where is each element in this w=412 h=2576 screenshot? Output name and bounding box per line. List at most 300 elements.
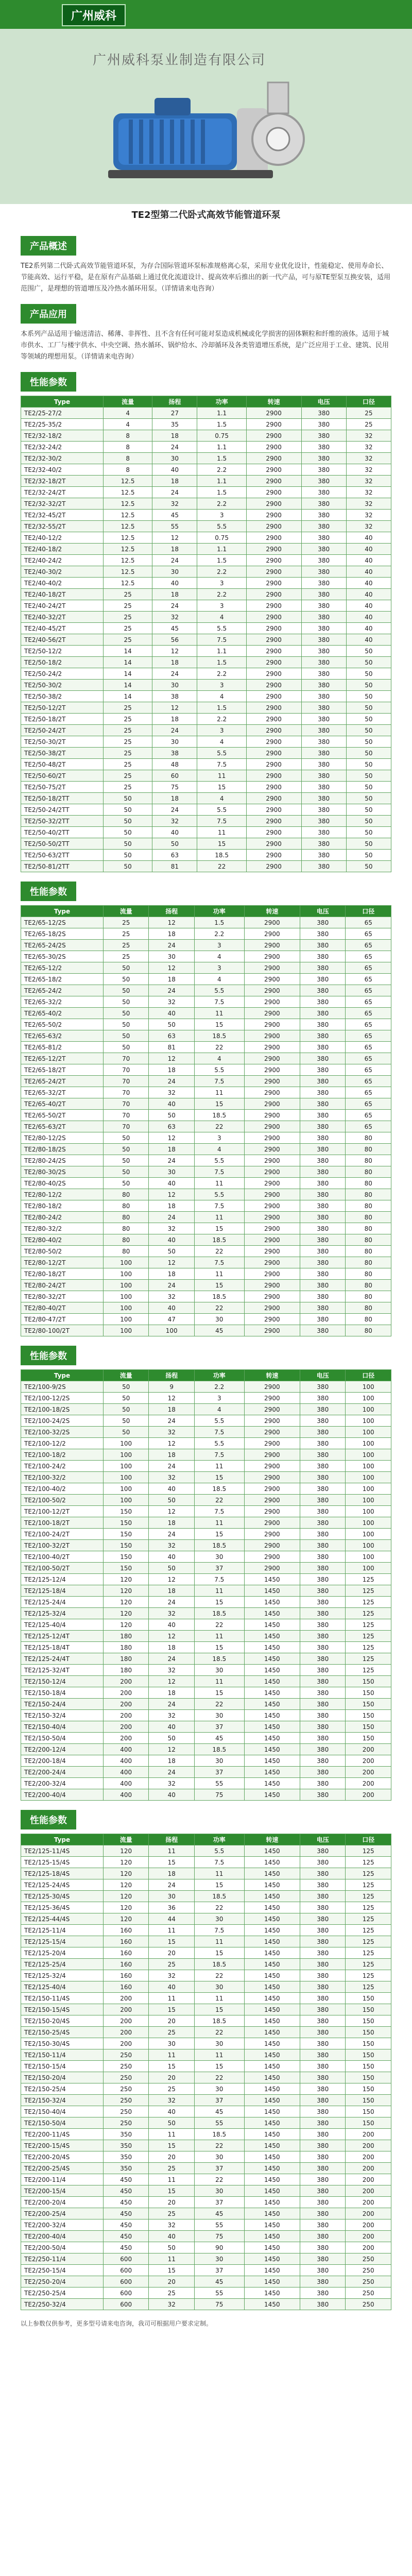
value-cell: 11 xyxy=(194,1585,244,1597)
value-cell: 380 xyxy=(301,487,346,498)
value-cell: 63 xyxy=(152,850,197,861)
value-cell: 2900 xyxy=(244,1268,300,1280)
value-cell: 1450 xyxy=(244,2038,300,2049)
value-cell: 14 xyxy=(104,691,152,702)
value-cell: 1450 xyxy=(244,2185,300,2197)
value-cell: 20 xyxy=(149,2072,194,2083)
value-cell: 2900 xyxy=(246,782,301,793)
model-cell: TE2/50-12/2T xyxy=(21,702,104,714)
model-cell: TE2/100-40/2T xyxy=(21,1551,104,1563)
value-cell: 120 xyxy=(104,1574,149,1585)
value-cell: 380 xyxy=(300,1665,346,1676)
value-cell: 25 xyxy=(104,600,152,612)
value-cell: 2900 xyxy=(244,1098,300,1110)
value-cell: 1450 xyxy=(244,2299,300,2310)
table-row xyxy=(21,1619,391,1631)
value-cell: 15 xyxy=(149,2265,194,2276)
value-cell: 160 xyxy=(104,1936,149,1947)
value-cell: 32 xyxy=(149,1223,194,1234)
value-cell: 81 xyxy=(149,1042,194,1053)
value-cell: 65 xyxy=(346,917,391,928)
value-cell: 25 xyxy=(149,2083,194,2095)
model-cell: TE2/100-12/2T xyxy=(21,1506,104,1517)
value-cell: 380 xyxy=(301,759,346,770)
model-cell: TE2/40-18/2T xyxy=(21,589,104,600)
spec-table-header-row xyxy=(21,396,391,408)
table-row xyxy=(21,1404,391,1415)
value-cell: 2900 xyxy=(246,634,301,646)
value-cell: 380 xyxy=(300,1619,346,1631)
value-cell: 380 xyxy=(300,1212,346,1223)
model-cell: TE2/40-40/2 xyxy=(21,578,104,589)
value-cell: 380 xyxy=(301,464,346,476)
table-row xyxy=(21,1993,391,2004)
model-cell: TE2/80-24/2T xyxy=(21,1280,104,1291)
value-cell: 380 xyxy=(300,2299,346,2310)
model-cell: TE2/65-40/2 xyxy=(21,1008,104,1019)
value-cell: 125 xyxy=(346,1879,391,1891)
table-row xyxy=(21,1291,391,1302)
value-cell: 18 xyxy=(149,974,194,985)
value-cell: 450 xyxy=(104,2208,149,2219)
value-cell: 150 xyxy=(104,1563,149,1574)
table-row xyxy=(21,1495,391,1506)
value-cell: 100 xyxy=(104,1325,149,1336)
model-cell: TE2/65-63/2 xyxy=(21,1030,104,1042)
value-cell: 22 xyxy=(194,2072,244,2083)
value-cell: 65 xyxy=(346,1064,391,1076)
value-cell: 30 xyxy=(152,453,197,464)
value-cell: 160 xyxy=(104,1981,149,1993)
model-cell: TE2/125-40/4 xyxy=(21,1981,104,1993)
value-cell: 32 xyxy=(149,1778,194,1789)
hero-banner xyxy=(0,0,412,227)
value-cell: 2900 xyxy=(244,951,300,962)
value-cell: 1450 xyxy=(244,1879,300,1891)
model-cell: TE2/100-24/2T xyxy=(21,1529,104,1540)
value-cell: 1450 xyxy=(244,2253,300,2265)
value-cell: 200 xyxy=(346,2151,391,2163)
value-cell: 380 xyxy=(300,1947,346,1959)
value-cell: 2.2 xyxy=(197,566,246,578)
value-cell: 12.5 xyxy=(104,487,152,498)
value-cell: 11 xyxy=(194,1461,244,1472)
value-cell: 380 xyxy=(300,1857,346,1868)
table-row xyxy=(21,668,391,680)
value-cell: 50 xyxy=(346,770,391,782)
value-cell: 1450 xyxy=(244,1857,300,1868)
value-cell: 20 xyxy=(149,2276,194,2287)
value-cell: 150 xyxy=(346,1733,391,1744)
value-cell: 25 xyxy=(149,1959,194,1970)
table-row xyxy=(21,600,391,612)
column-header: 功率 xyxy=(194,906,244,917)
value-cell: 18 xyxy=(149,1755,194,1767)
value-cell: 14 xyxy=(104,646,152,657)
value-cell: 30 xyxy=(149,1166,194,1178)
value-cell: 37 xyxy=(194,1721,244,1733)
value-cell: 200 xyxy=(346,1755,391,1767)
table-row xyxy=(21,1563,391,1574)
value-cell: 1450 xyxy=(244,2015,300,2027)
value-cell: 2900 xyxy=(244,928,300,940)
value-cell: 65 xyxy=(346,985,391,996)
value-cell: 40 xyxy=(149,1178,194,1189)
table-row xyxy=(21,1540,391,1551)
value-cell: 80 xyxy=(104,1234,149,1246)
table-row xyxy=(21,714,391,725)
value-cell: 380 xyxy=(300,2117,346,2129)
value-cell: 40 xyxy=(346,612,391,623)
model-cell: TE2/65-24/2 xyxy=(21,985,104,996)
value-cell: 380 xyxy=(300,1778,346,1789)
value-cell: 1450 xyxy=(244,1868,300,1879)
value-cell: 32 xyxy=(149,2219,194,2231)
model-cell: TE2/50-24/2 xyxy=(21,668,104,680)
spec-table-block xyxy=(21,372,391,872)
value-cell: 70 xyxy=(104,1110,149,1121)
value-cell: 0.75 xyxy=(197,532,246,544)
value-cell: 50 xyxy=(149,1110,194,1121)
table-row xyxy=(21,680,391,691)
model-cell: TE2/65-63/2T xyxy=(21,1121,104,1132)
value-cell: 380 xyxy=(301,578,346,589)
value-cell: 65 xyxy=(346,1098,391,1110)
value-cell: 22 xyxy=(194,1121,244,1132)
value-cell: 37 xyxy=(194,2163,244,2174)
value-cell: 80 xyxy=(346,1132,391,1144)
value-cell: 40 xyxy=(149,1008,194,1019)
value-cell: 45 xyxy=(194,1325,244,1336)
value-cell: 150 xyxy=(104,1517,149,1529)
value-cell: 200 xyxy=(346,1767,391,1778)
value-cell: 380 xyxy=(300,2265,346,2276)
spec-table xyxy=(21,1834,391,2310)
value-cell: 12 xyxy=(152,532,197,544)
value-cell: 30 xyxy=(194,2253,244,2265)
value-cell: 75 xyxy=(194,2299,244,2310)
value-cell: 380 xyxy=(300,1246,346,1257)
value-cell: 2.2 xyxy=(197,589,246,600)
value-cell: 11 xyxy=(149,2174,194,2185)
value-cell: 380 xyxy=(300,2038,346,2049)
value-cell: 2.2 xyxy=(197,714,246,725)
value-cell: 11 xyxy=(194,1993,244,2004)
value-cell: 600 xyxy=(104,2299,149,2310)
spec-table xyxy=(21,905,391,1336)
value-cell: 380 xyxy=(300,1404,346,1415)
table-row xyxy=(21,2038,391,2049)
value-cell: 1.1 xyxy=(197,442,246,453)
value-cell: 65 xyxy=(346,951,391,962)
value-cell: 3 xyxy=(197,578,246,589)
value-cell: 180 xyxy=(104,1631,149,1642)
value-cell: 65 xyxy=(346,1030,391,1042)
value-cell: 25 xyxy=(104,940,149,951)
value-cell: 2900 xyxy=(244,1257,300,1268)
value-cell: 2.2 xyxy=(194,1381,244,1393)
value-cell: 2900 xyxy=(246,566,301,578)
value-cell: 24 xyxy=(149,1076,194,1087)
column-header: 流量 xyxy=(104,396,152,408)
value-cell: 12.5 xyxy=(104,532,152,544)
value-cell: 380 xyxy=(300,1551,346,1563)
value-cell: 18 xyxy=(149,1517,194,1529)
table-row xyxy=(21,1744,391,1755)
table-row xyxy=(21,532,391,544)
value-cell: 600 xyxy=(104,2276,149,2287)
value-cell: 7.5 xyxy=(194,1200,244,1212)
value-cell: 380 xyxy=(300,2015,346,2027)
table-row xyxy=(21,1325,391,1336)
model-cell: TE2/80-47/2T xyxy=(21,1314,104,1325)
value-cell: 20 xyxy=(149,2197,194,2208)
value-cell: 1450 xyxy=(244,1789,300,1801)
value-cell: 2900 xyxy=(246,453,301,464)
value-cell: 380 xyxy=(301,793,346,804)
value-cell: 25 xyxy=(104,951,149,962)
spec-table xyxy=(21,1369,391,1801)
value-cell: 200 xyxy=(346,2231,391,2242)
value-cell: 80 xyxy=(346,1144,391,1155)
value-cell: 3 xyxy=(197,680,246,691)
value-cell: 37 xyxy=(194,2265,244,2276)
table-row xyxy=(21,2197,391,2208)
table-row xyxy=(21,623,391,634)
spec-tables xyxy=(0,372,412,2310)
value-cell: 125 xyxy=(346,1868,391,1879)
value-cell: 2900 xyxy=(244,1121,300,1132)
value-cell: 22 xyxy=(194,1042,244,1053)
model-cell: TE2/150-15/4S xyxy=(21,2004,104,2015)
value-cell: 380 xyxy=(300,1381,346,1393)
value-cell: 125 xyxy=(346,1642,391,1653)
value-cell: 380 xyxy=(300,1098,346,1110)
table-row xyxy=(21,1970,391,1981)
table-row xyxy=(21,2163,391,2174)
table-row xyxy=(21,1687,391,1699)
value-cell: 380 xyxy=(300,1891,346,1902)
value-cell: 120 xyxy=(104,1902,149,1913)
value-cell: 32 xyxy=(346,453,391,464)
table-row xyxy=(21,430,391,442)
value-cell: 50 xyxy=(346,782,391,793)
table-row xyxy=(21,1857,391,1868)
value-cell: 3 xyxy=(194,1132,244,1144)
column-header: 口径 xyxy=(346,1834,391,1845)
table-row xyxy=(21,1393,391,1404)
value-cell: 70 xyxy=(104,1053,149,1064)
value-cell: 100 xyxy=(346,1393,391,1404)
value-cell: 24 xyxy=(149,1699,194,1710)
model-cell: TE2/150-11/4S xyxy=(21,1993,104,2004)
model-cell: TE2/40-32/2T xyxy=(21,612,104,623)
value-cell: 100 xyxy=(346,1506,391,1517)
value-cell: 15 xyxy=(149,1936,194,1947)
value-cell: 125 xyxy=(346,1619,391,1631)
table-row xyxy=(21,2185,391,2197)
model-cell: TE2/32-55/2T xyxy=(21,521,104,532)
value-cell: 50 xyxy=(104,974,149,985)
value-cell: 50 xyxy=(104,1178,149,1189)
value-cell: 18 xyxy=(149,1642,194,1653)
value-cell: 350 xyxy=(104,2163,149,2174)
value-cell: 380 xyxy=(300,962,346,974)
value-cell: 1.1 xyxy=(197,544,246,555)
model-cell: TE2/80-12/2S xyxy=(21,1132,104,1144)
intro-section xyxy=(0,227,412,295)
value-cell: 2900 xyxy=(244,1381,300,1393)
value-cell: 80 xyxy=(346,1223,391,1234)
value-cell: 1450 xyxy=(244,1642,300,1653)
value-cell: 380 xyxy=(301,782,346,793)
model-cell: TE2/100-24/2S xyxy=(21,1415,104,1427)
value-cell: 63 xyxy=(149,1030,194,1042)
value-cell: 380 xyxy=(300,1540,346,1551)
value-cell: 380 xyxy=(300,1483,346,1495)
value-cell: 90 xyxy=(194,2242,244,2253)
model-cell: TE2/150-50/4 xyxy=(21,2117,104,2129)
column-header: 电压 xyxy=(301,396,346,408)
value-cell: 250 xyxy=(346,2276,391,2287)
value-cell: 380 xyxy=(300,1325,346,1336)
value-cell: 24 xyxy=(152,668,197,680)
value-cell: 1450 xyxy=(244,2106,300,2117)
model-cell: TE2/100-50/2T xyxy=(21,1563,104,1574)
table-row xyxy=(21,1574,391,1585)
model-cell: TE2/125-11/4S xyxy=(21,1845,104,1857)
intro-title: 产品概述 xyxy=(21,236,76,256)
table-row xyxy=(21,578,391,589)
value-cell: 100 xyxy=(346,1483,391,1495)
value-cell: 11 xyxy=(194,1268,244,1280)
spec-table-title: 性能参数 xyxy=(21,1810,76,1829)
value-cell: 50 xyxy=(149,1495,194,1506)
value-cell: 1450 xyxy=(244,1597,300,1608)
value-cell: 32 xyxy=(346,521,391,532)
value-cell: 2900 xyxy=(246,838,301,850)
value-cell: 120 xyxy=(104,1857,149,1868)
value-cell: 125 xyxy=(346,1857,391,1868)
value-cell: 30 xyxy=(194,2151,244,2163)
value-cell: 125 xyxy=(346,1574,391,1585)
value-cell: 7.5 xyxy=(194,1574,244,1585)
model-cell: TE2/65-12/2T xyxy=(21,1053,104,1064)
value-cell: 18.5 xyxy=(194,1959,244,1970)
value-cell: 30 xyxy=(194,2185,244,2197)
value-cell: 2900 xyxy=(246,442,301,453)
value-cell: 15 xyxy=(149,2185,194,2197)
table-row xyxy=(21,759,391,770)
value-cell: 380 xyxy=(300,1993,346,2004)
model-cell: TE2/250-11/4 xyxy=(21,2253,104,2265)
value-cell: 2900 xyxy=(244,1325,300,1336)
value-cell: 1.1 xyxy=(197,408,246,419)
value-cell: 2900 xyxy=(246,646,301,657)
model-cell: TE2/50-60/2T xyxy=(21,770,104,782)
value-cell: 25 xyxy=(104,782,152,793)
value-cell: 40 xyxy=(346,578,391,589)
value-cell: 11 xyxy=(194,1868,244,1879)
value-cell: 7.5 xyxy=(194,1076,244,1087)
value-cell: 1450 xyxy=(244,1744,300,1755)
value-cell: 50 xyxy=(104,1166,149,1178)
value-cell: 150 xyxy=(104,1529,149,1540)
model-cell: TE2/125-18/4 xyxy=(21,1585,104,1597)
value-cell: 400 xyxy=(104,1789,149,1801)
model-cell: TE2/125-30/4S xyxy=(21,1891,104,1902)
table-row xyxy=(21,940,391,951)
table-row xyxy=(21,453,391,464)
value-cell: 100 xyxy=(104,1461,149,1472)
value-cell: 14 xyxy=(104,668,152,680)
model-cell: TE2/125-44/4S xyxy=(21,1913,104,1925)
value-cell: 150 xyxy=(346,2038,391,2049)
value-cell: 1.5 xyxy=(197,487,246,498)
value-cell: 12 xyxy=(149,1574,194,1585)
table-row xyxy=(21,419,391,430)
value-cell: 2900 xyxy=(246,555,301,566)
value-cell: 2900 xyxy=(244,1200,300,1212)
value-cell: 380 xyxy=(300,1721,346,1733)
model-cell: TE2/150-18/4 xyxy=(21,1687,104,1699)
value-cell: 1450 xyxy=(244,1574,300,1585)
value-cell: 200 xyxy=(346,2174,391,2185)
value-cell: 50 xyxy=(346,748,391,759)
value-cell: 2900 xyxy=(246,759,301,770)
value-cell: 380 xyxy=(300,1868,346,1879)
value-cell: 2900 xyxy=(244,1246,300,1257)
model-cell: TE2/40-24/2T xyxy=(21,600,104,612)
model-cell: TE2/65-32/2 xyxy=(21,996,104,1008)
value-cell: 50 xyxy=(104,850,152,861)
value-cell: 50 xyxy=(346,646,391,657)
value-cell: 12 xyxy=(149,1744,194,1755)
value-cell: 380 xyxy=(300,1981,346,1993)
spec-table-header-row xyxy=(21,1370,391,1381)
value-cell: 200 xyxy=(104,2038,149,2049)
value-cell: 3 xyxy=(197,725,246,736)
value-cell: 120 xyxy=(104,1879,149,1891)
value-cell: 25 xyxy=(346,419,391,430)
value-cell: 380 xyxy=(300,1030,346,1042)
value-cell: 25 xyxy=(104,770,152,782)
value-cell: 380 xyxy=(300,1563,346,1574)
value-cell: 30 xyxy=(152,736,197,748)
table-row xyxy=(21,1087,391,1098)
value-cell: 25 xyxy=(104,589,152,600)
value-cell: 380 xyxy=(300,1879,346,1891)
value-cell: 80 xyxy=(346,1246,391,1257)
value-cell: 25 xyxy=(104,759,152,770)
value-cell: 1450 xyxy=(244,1665,300,1676)
value-cell: 25 xyxy=(104,736,152,748)
value-cell: 11 xyxy=(194,1631,244,1642)
value-cell: 250 xyxy=(346,2299,391,2310)
model-cell: TE2/65-30/2S xyxy=(21,951,104,962)
value-cell: 380 xyxy=(300,940,346,951)
value-cell: 160 xyxy=(104,1970,149,1981)
value-cell: 150 xyxy=(104,1540,149,1551)
value-cell: 380 xyxy=(300,1019,346,1030)
value-cell: 18 xyxy=(149,1449,194,1461)
model-cell: TE2/80-32/2T xyxy=(21,1291,104,1302)
table-row xyxy=(21,2287,391,2299)
value-cell: 18.5 xyxy=(194,1891,244,1902)
value-cell: 180 xyxy=(104,1665,149,1676)
value-cell: 24 xyxy=(152,442,197,453)
value-cell: 380 xyxy=(301,555,346,566)
